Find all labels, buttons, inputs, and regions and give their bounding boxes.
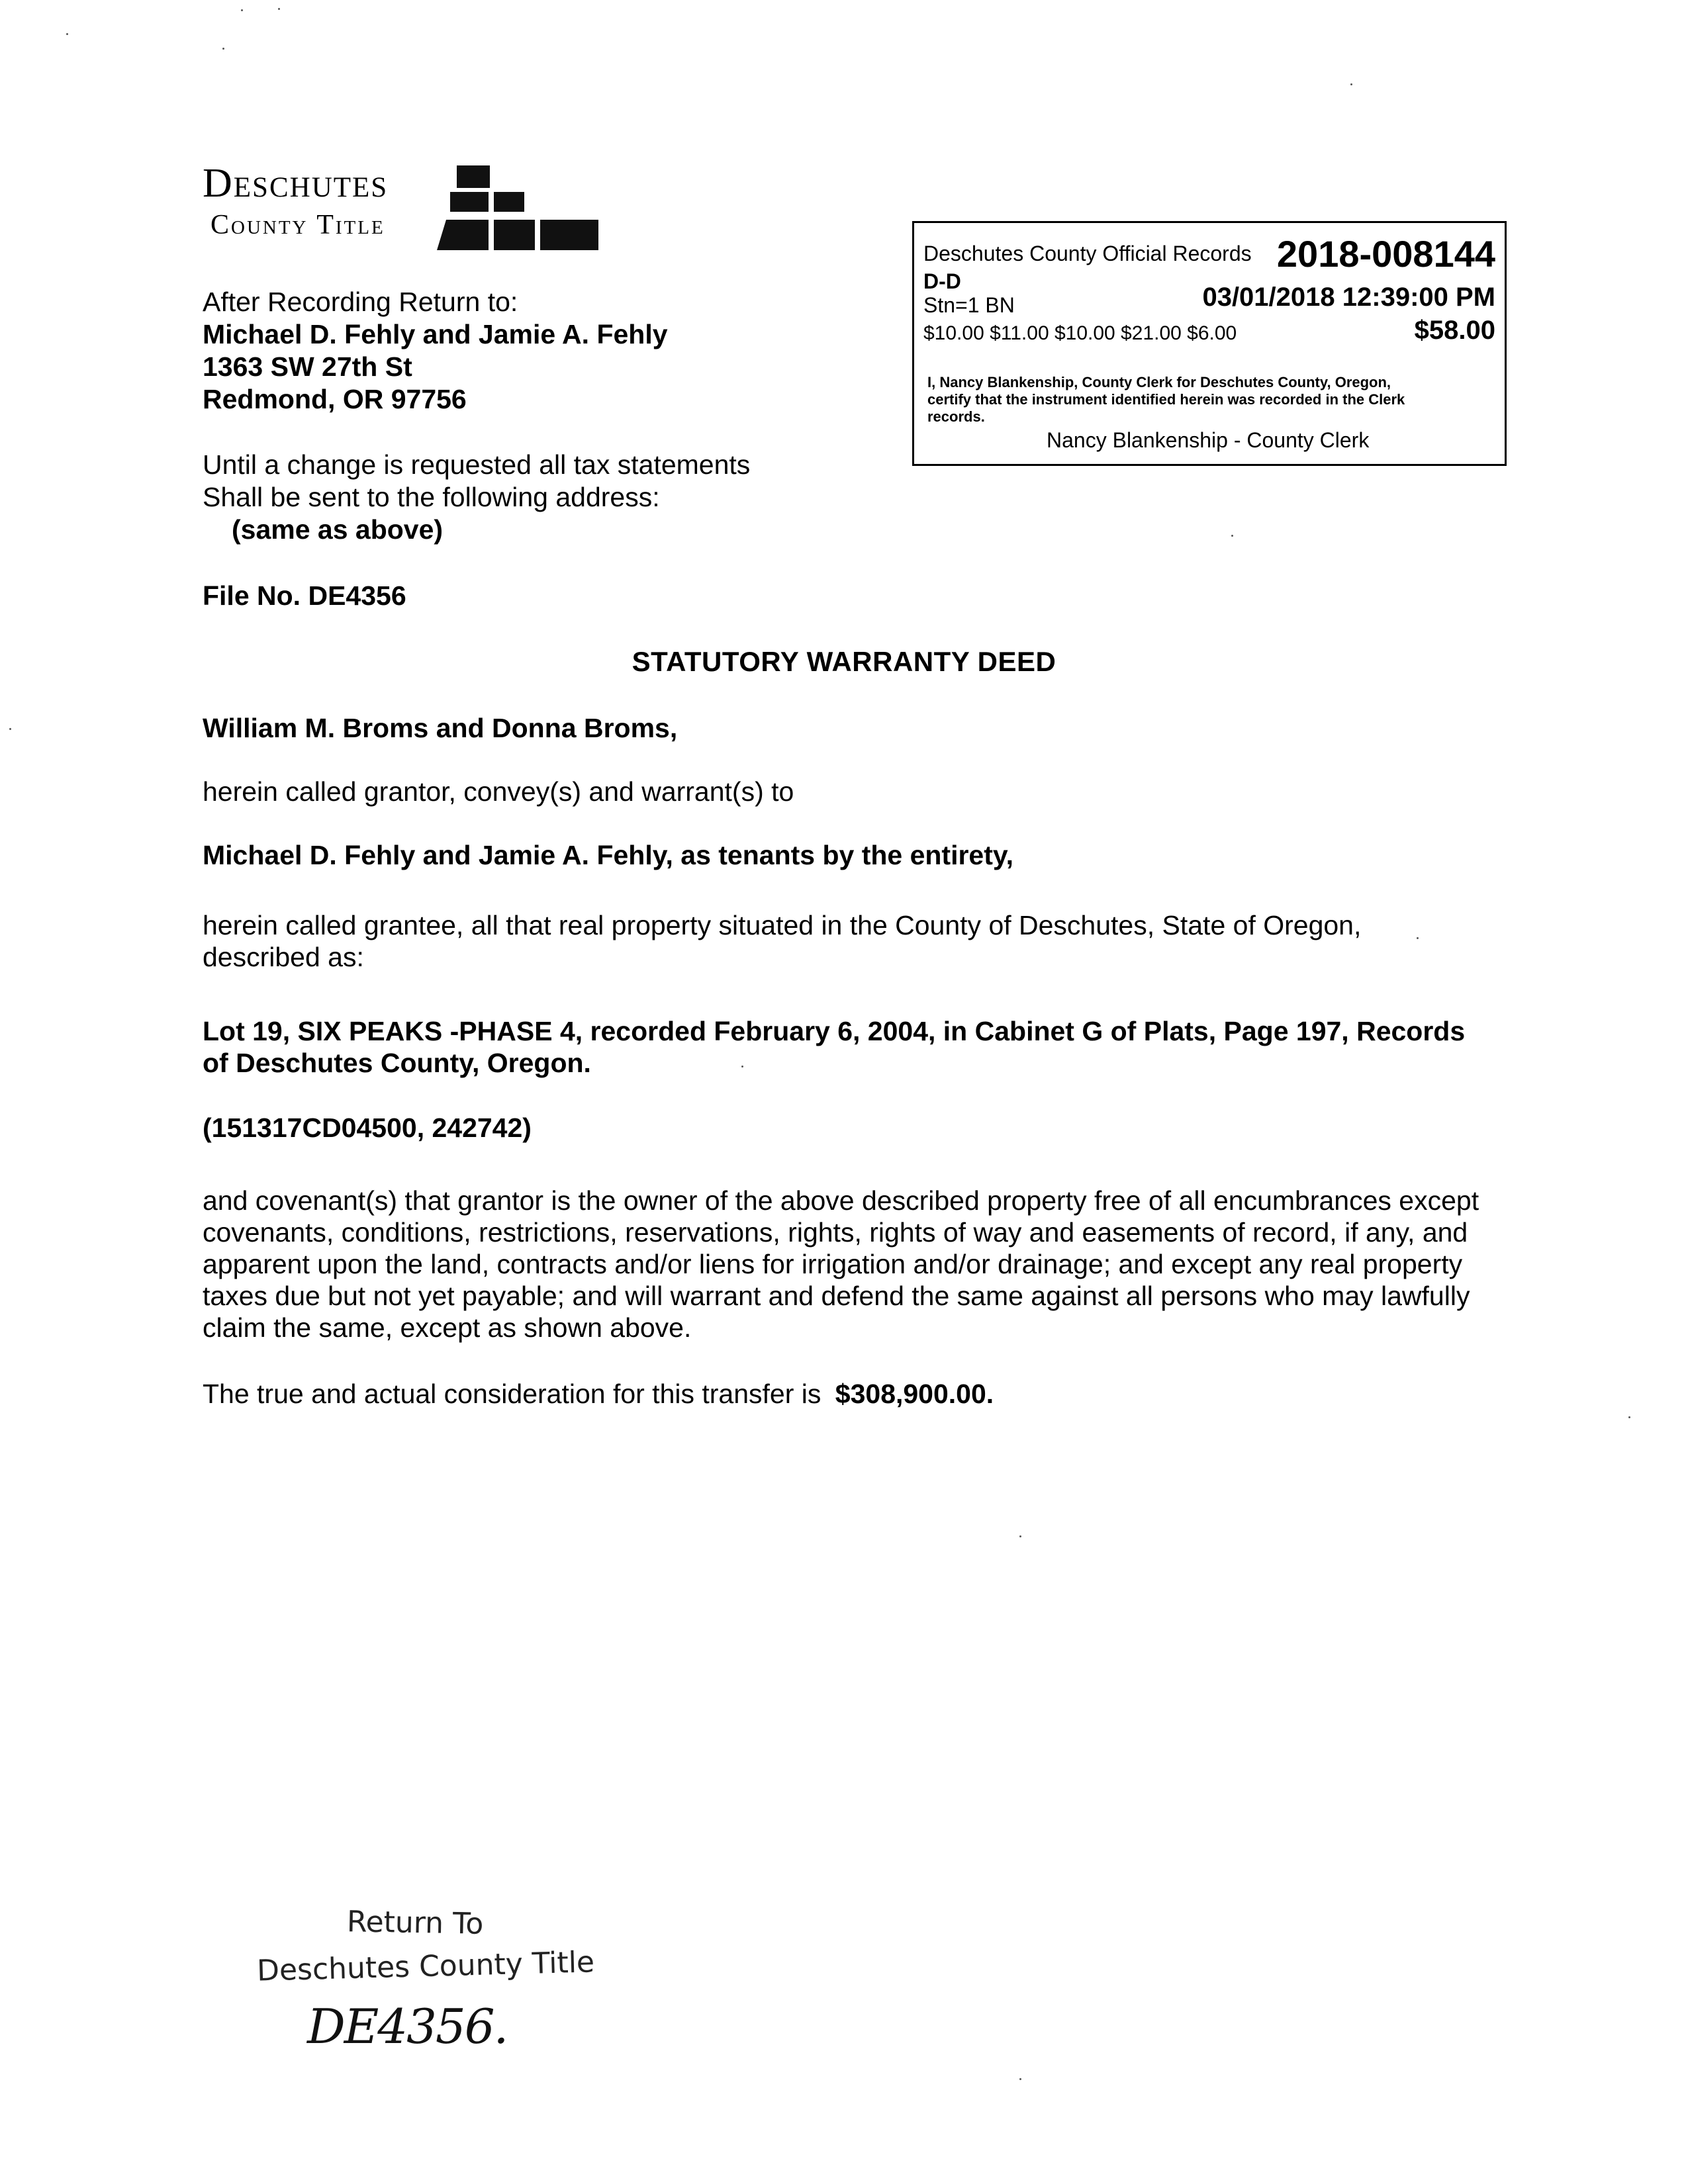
scan-speck	[1417, 937, 1419, 939]
grantee-names: Michael D. Fehly and Jamie A. Fehly, as tenants by the entirety,	[203, 840, 1014, 870]
covenant-line-2: covenants, conditions, restrictions, reservations, rights, rights of way and easements of record, if any, and	[203, 1217, 1468, 1248]
scan-speck	[1350, 83, 1352, 85]
grantee-clause-line-1: herein called grantee, all that real property situated in the County of Deschutes, State of Oregon,	[203, 910, 1362, 940]
return-name: Michael D. Fehly and Jamie A. Fehly	[203, 319, 668, 349]
certify-line-2: certify that the instrument identified herein was recorded in the Clerk	[927, 391, 1405, 408]
grantor-names: William M. Broms and Donna Broms,	[203, 713, 678, 743]
scan-speck	[1231, 535, 1233, 537]
tax-line-3: (same as above)	[232, 514, 444, 545]
recording-office: Deschutes County Official Records	[923, 242, 1252, 265]
scan-speck	[222, 48, 224, 50]
company-logo	[199, 151, 609, 257]
recording-fees: $10.00 $11.00 $10.00 $21.00 $6.00	[923, 322, 1237, 344]
grantee-clause-line-2: described as:	[203, 942, 364, 972]
logo-blocks-icon	[437, 159, 609, 258]
tax-line-2: Shall be sent to the following address:	[203, 482, 660, 512]
return-heading: After Recording Return to:	[203, 287, 518, 317]
scan-speck	[1019, 1535, 1021, 1537]
scan-speck	[1019, 2078, 1021, 2080]
stamp-line-2: Deschutes County Title	[256, 1945, 595, 1988]
recording-station: Stn=1 BN	[923, 293, 1015, 317]
covenant-line-1: and covenant(s) that grantor is the owner of the above described property free of all encumbrances except	[203, 1185, 1479, 1216]
return-street: 1363 SW 27th St	[203, 351, 412, 382]
deed-title: STATUTORY WARRANTY DEED	[632, 646, 1056, 677]
covenant-line-3: apparent upon the land, contracts and/or liens for irrigation and/or drainage; and except any real property	[203, 1249, 1463, 1279]
handwritten-return-stamp	[252, 1906, 596, 2071]
grantor-clause: herein called grantor, convey(s) and warrant(s) to	[203, 776, 794, 807]
legal-description-line-1: Lot 19, SIX PEAKS -PHASE 4, recorded February 6, 2004, in Cabinet G of Plats, Page 197, Records	[203, 1016, 1466, 1046]
recording-type: D-D	[923, 269, 961, 293]
file-number: File No. DE4356	[203, 580, 406, 611]
recording-datetime: 03/01/2018 12:39:00 PM	[1202, 283, 1495, 312]
recording-stamp-box	[912, 221, 1507, 466]
stamp-handwritten-file-number: DE4356.	[307, 1999, 508, 2054]
recording-total: $58.00	[1414, 316, 1495, 345]
scan-speck	[741, 1066, 743, 1068]
parcel-ids: (151317CD04500, 242742)	[203, 1113, 532, 1143]
covenant-line-4: taxes due but not yet payable; and will warrant and defend the same against all persons who may lawfully	[203, 1281, 1470, 1311]
logo-line-1: Deschutes	[203, 161, 389, 206]
consideration-statement	[203, 1378, 1500, 1410]
consideration-amount: $308,900.00.	[835, 1379, 994, 1409]
logo-line-2: County Title	[211, 210, 385, 240]
scan-speck	[66, 33, 68, 35]
tax-line-1: Until a change is requested all tax statements	[203, 449, 751, 480]
consideration-text: The true and actual consideration for this transfer is	[203, 1379, 821, 1409]
clerk-signature: Nancy Blankenship - County Clerk	[1047, 428, 1370, 452]
scan-speck	[1628, 1416, 1630, 1418]
return-city: Redmond, OR 97756	[203, 384, 467, 414]
scan-speck	[278, 8, 280, 10]
stamp-line-1: Return To	[346, 1905, 484, 1941]
certify-line-3: records.	[927, 408, 985, 425]
legal-description-line-2: of Deschutes County, Oregon.	[203, 1048, 591, 1078]
scan-speck	[9, 728, 11, 730]
recording-number: 2018-008144	[1276, 233, 1495, 275]
certify-line-1: I, Nancy Blankenship, County Clerk for Deschutes County, Oregon,	[927, 374, 1391, 390]
covenant-line-5: claim the same, except as shown above.	[203, 1312, 692, 1343]
scan-speck	[241, 9, 243, 11]
